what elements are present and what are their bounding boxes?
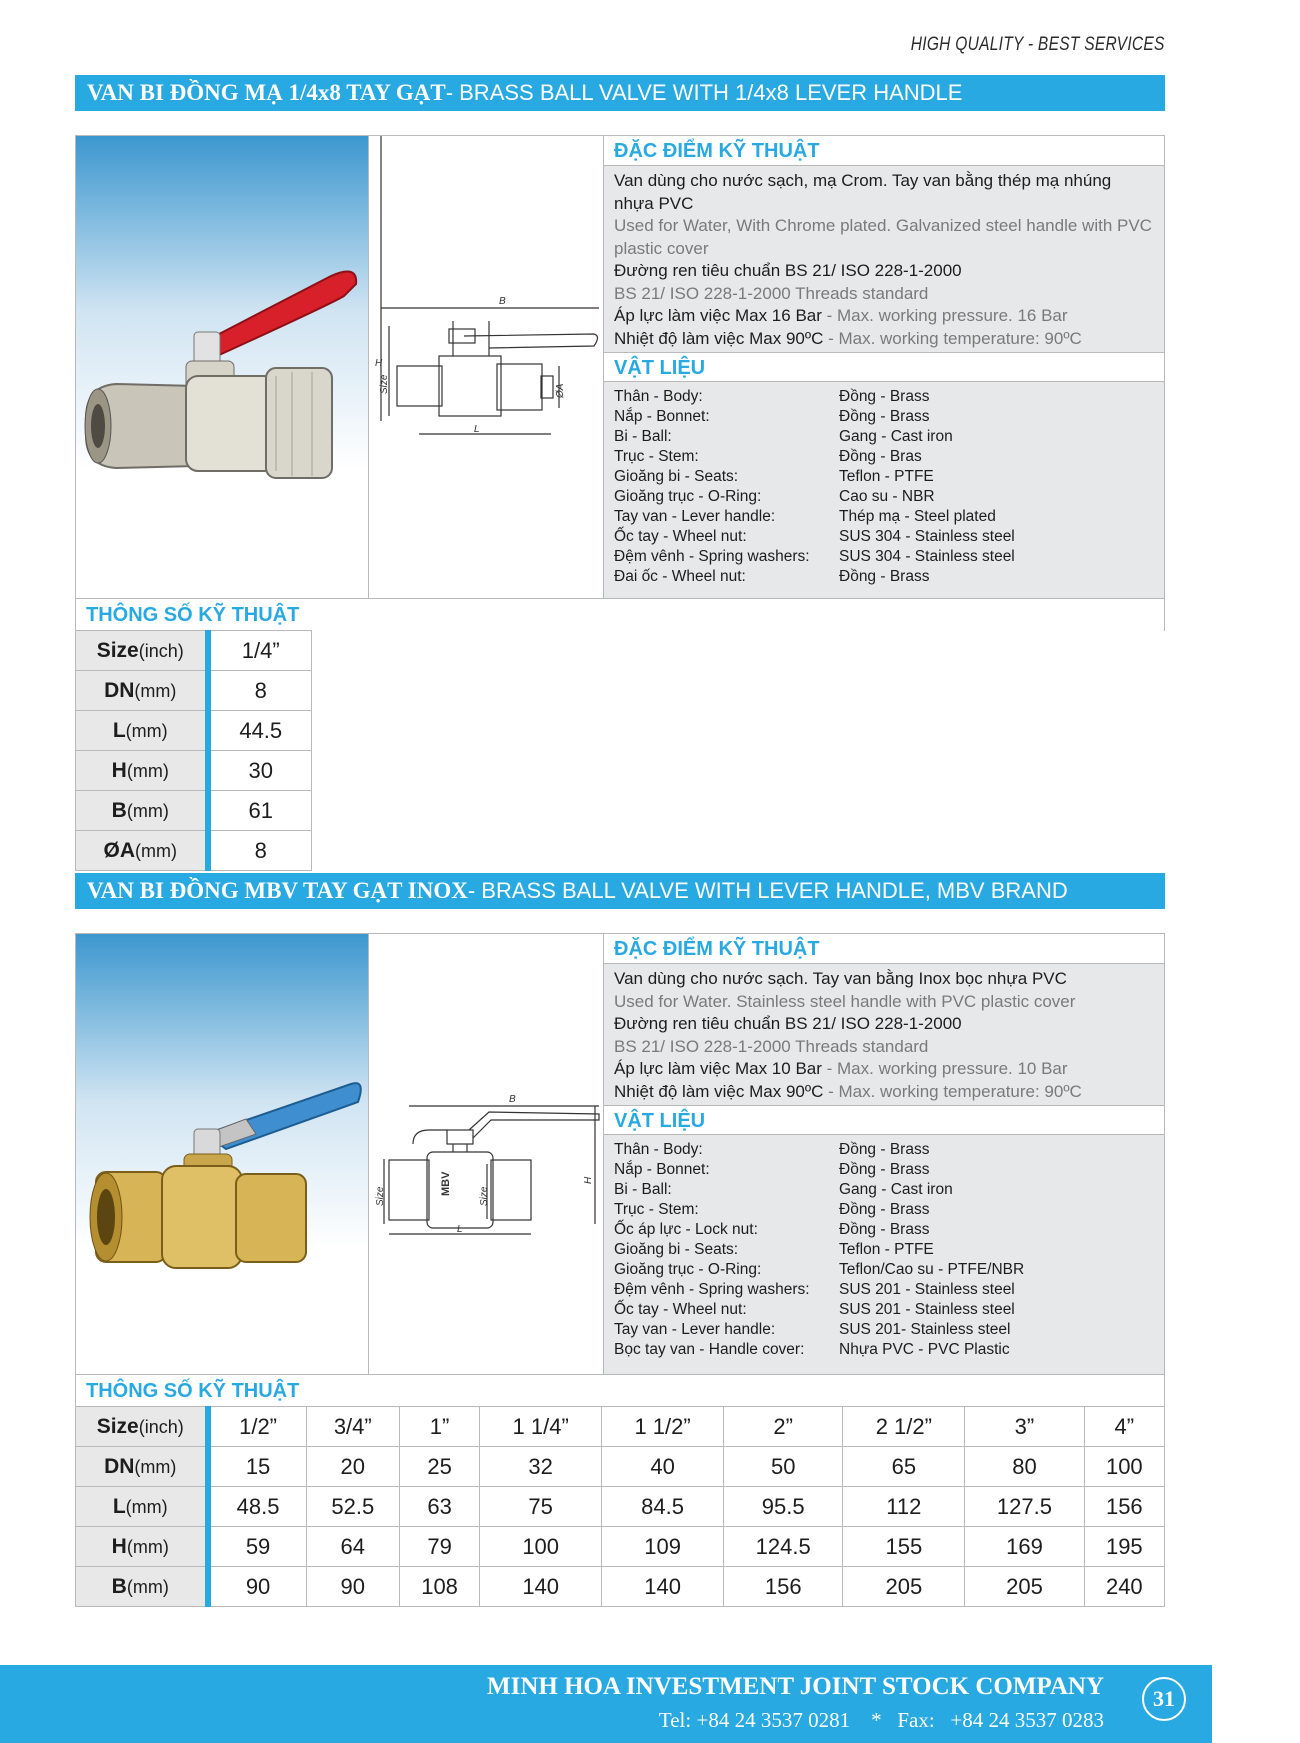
tech-cell: 3/4” [306, 1407, 399, 1447]
tech-row-label: DN(mm) [76, 1447, 208, 1487]
product1-title-en: - BRASS BALL VALVE WITH 1/4x8 LEVER HANDLE [445, 80, 963, 105]
tech-cell: 1/4” [208, 631, 312, 671]
valve-dimension-drawing [369, 934, 604, 1374]
tech-cell: 59 [208, 1527, 307, 1567]
tech-cell: 2” [724, 1407, 843, 1447]
contact-line: Tel: +84 24 3537 0281 * Fax: +84 24 3537 0283 [658, 1708, 1104, 1732]
spec-temperature: Nhiệt độ làm việc Max 90ºC - Max. working temperature: 90ºC [614, 1081, 1082, 1101]
material-part: Tay van - Lever handle: [614, 508, 776, 525]
material-row [614, 1200, 1154, 1220]
material-value: Nhựa PVC - PVC Plastic [839, 1341, 1010, 1358]
tech-row [76, 751, 312, 791]
tech-cell: 65 [843, 1447, 965, 1487]
material-value: Gang - Cast iron [839, 1181, 953, 1198]
tech-cell: 155 [843, 1527, 965, 1567]
tech-cell: 84.5 [602, 1487, 724, 1527]
tech-cell: 32 [480, 1447, 602, 1487]
brass-valve-red-handle-image [76, 136, 368, 598]
product2-tech-heading: THÔNG SỐ KỸ THUẬT [76, 1374, 1164, 1407]
tech-cell: 90 [208, 1567, 307, 1607]
tech-cell: 140 [480, 1567, 602, 1607]
material-value: Teflon - PTFE [839, 1241, 934, 1258]
spec-line2-en: BS 21/ ISO 228-1-2000 Threads standard [614, 1036, 929, 1056]
tech-cell: 15 [208, 1447, 307, 1487]
tech-row-label: B(mm) [76, 1567, 208, 1607]
material-part: Bi - Ball: [614, 428, 672, 445]
product1-materials-heading: VẬT LIỆU [604, 352, 1164, 382]
material-part: Bọc tay van - Handle cover: [614, 1341, 805, 1358]
material-row [614, 527, 1154, 547]
material-value: Đồng - Brass [839, 1141, 930, 1158]
material-row [614, 1340, 1154, 1360]
material-value: Đồng - Brass [839, 1221, 930, 1238]
tech-cell: 63 [399, 1487, 479, 1527]
dim-l-label: L [457, 1224, 463, 1235]
material-row [614, 547, 1154, 567]
page-number: 31 [1142, 1677, 1186, 1721]
material-row [614, 1220, 1154, 1240]
material-part: Ốc tay - Wheel nut: [614, 528, 747, 545]
dim-size-label-right: Size [479, 1186, 490, 1206]
material-row [614, 567, 1154, 587]
material-row [614, 487, 1154, 507]
material-value: Cao su - NBR [839, 488, 935, 505]
tech-cell: 8 [208, 671, 312, 711]
material-value: SUS 304 - Stainless steel [839, 548, 1015, 565]
spec-line2-en: BS 21/ ISO 228-1-2000 Threads standard [614, 283, 929, 303]
brass-valve-blue-handle-image [76, 934, 368, 1374]
spec-pressure: Áp lực làm việc Max 10 Bar - Max. working pressure. 10 Bar [614, 1059, 1068, 1078]
material-value: SUS 304 - Stainless steel [839, 528, 1015, 545]
tech-row-label: ØA(mm) [76, 831, 208, 871]
spec-line2-vn: Đường ren tiêu chuẩn BS 21/ ISO 228-1-2000 [614, 1014, 962, 1033]
tech-row [76, 791, 312, 831]
spec-line1-vn: Van dùng cho nước sạch, mạ Crom. Tay van bằng thép mạ nhúng nhựa PVC [614, 171, 1112, 213]
material-value: Teflon - PTFE [839, 468, 934, 485]
tech-cell: 8 [208, 831, 312, 871]
tech-row [76, 1447, 1165, 1487]
material-part: Nắp - Bonnet: [614, 1161, 710, 1178]
material-value: SUS 201 - Stainless steel [839, 1301, 1015, 1318]
tech-cell: 195 [1084, 1527, 1164, 1567]
material-row [614, 1140, 1154, 1160]
tech-row-label: L(mm) [76, 711, 208, 751]
material-part: Gioăng bi - Seats: [614, 468, 739, 485]
tech-cell: 240 [1084, 1567, 1164, 1607]
tech-cell: 95.5 [724, 1487, 843, 1527]
product2-photo [76, 934, 368, 1374]
material-row [614, 1300, 1154, 1320]
tech-cell: 112 [843, 1487, 965, 1527]
tech-cell: 40 [602, 1447, 724, 1487]
tech-row-label: L(mm) [76, 1487, 208, 1527]
material-part: Nắp - Bonnet: [614, 408, 710, 425]
product2-title-vn: VAN BI ĐỒNG MBV TAY GẠT INOX [87, 878, 468, 903]
tech-row [76, 671, 312, 711]
tech-cell: 140 [602, 1567, 724, 1607]
tech-row-label: H(mm) [76, 1527, 208, 1567]
product1-spec-body [604, 166, 1164, 352]
tech-cell: 61 [208, 791, 312, 831]
material-row [614, 1240, 1154, 1260]
material-value: Thép mạ - Steel plated [839, 508, 996, 525]
dim-h-label: H [375, 358, 383, 369]
material-value: Đồng - Brass [839, 388, 930, 405]
tech-cell: 50 [724, 1447, 843, 1487]
dim-size-label: Size [379, 374, 390, 394]
product1-panel [75, 135, 1165, 631]
tech-cell: 100 [480, 1527, 602, 1567]
tech-row [76, 631, 312, 671]
tech-cell: 80 [965, 1447, 1084, 1487]
tech-cell: 124.5 [724, 1527, 843, 1567]
tech-row-label: H(mm) [76, 751, 208, 791]
spec-temperature: Nhiệt độ làm việc Max 90ºC - Max. working temperature: 90ºC [614, 328, 1082, 348]
material-value: Gang - Cast iron [839, 428, 953, 445]
product1-technical-drawing [368, 136, 603, 598]
tech-cell: 156 [724, 1567, 843, 1607]
valve-dimension-drawing [369, 136, 604, 598]
product2-panel [75, 933, 1165, 1407]
company-name: MINH HOA INVESTMENT JOINT STOCK COMPANY [487, 1673, 1104, 1700]
product2-spec-panel [603, 934, 1164, 1374]
tech-row [76, 1527, 1165, 1567]
spec-pressure: Áp lực làm việc Max 16 Bar - Max. working pressure. 16 Bar [614, 306, 1068, 325]
product1-title-vn: VAN BI ĐỒNG MẠ 1/4x8 TAY GẠT [87, 80, 446, 105]
product1-materials-list [604, 382, 1164, 587]
material-part: Thân - Body: [614, 388, 703, 405]
tech-cell: 205 [965, 1567, 1084, 1607]
tech-row [76, 1407, 1165, 1447]
material-value: SUS 201 - Stainless steel [839, 1281, 1015, 1298]
product2-materials-heading: VẬT LIỆU [604, 1105, 1164, 1135]
material-part: Đệm vênh - Spring washers: [614, 1281, 810, 1298]
material-row [614, 1260, 1154, 1280]
material-part: Gioăng bi - Seats: [614, 1241, 739, 1258]
material-part: Đệm vênh - Spring washers: [614, 548, 810, 565]
material-part: Tay van - Lever handle: [614, 1321, 776, 1338]
tech-cell: 52.5 [306, 1487, 399, 1527]
material-part: Bi - Ball: [614, 1181, 672, 1198]
dim-size-label-left: Size [375, 1186, 386, 1206]
material-value: Đồng - Brass [839, 1161, 930, 1178]
material-value: Đồng - Brass [839, 408, 930, 425]
product2-spec-body [604, 964, 1164, 1105]
product2-spec-heading: ĐẶC ĐIỂM KỸ THUẬT [604, 934, 1164, 964]
tech-row [76, 831, 312, 871]
tech-row-label: B(mm) [76, 791, 208, 831]
material-row [614, 407, 1154, 427]
material-row [614, 447, 1154, 467]
material-value: Đồng - Bras [839, 448, 922, 465]
tech-cell: 1” [399, 1407, 479, 1447]
tech-row [76, 1487, 1165, 1527]
tech-row-label: DN(mm) [76, 671, 208, 711]
dim-l-label: L [474, 424, 480, 435]
material-part: Ốc áp lực - Lock nut: [614, 1221, 758, 1238]
product2-title-en: - BRASS BALL VALVE WITH LEVER HANDLE, MBV BRAND [467, 878, 1068, 903]
tech-cell: 100 [1084, 1447, 1164, 1487]
tech-cell: 156 [1084, 1487, 1164, 1527]
tech-cell: 30 [208, 751, 312, 791]
tech-cell: 205 [843, 1567, 965, 1607]
tech-cell: 48.5 [208, 1487, 307, 1527]
material-row [614, 427, 1154, 447]
spec-line1-en: Used for Water. Stainless steel handle with PVC plastic cover [614, 991, 1076, 1011]
dim-b-label: B [509, 1094, 516, 1105]
product1-tech-table [75, 630, 312, 871]
dim-a-label: ØA [555, 383, 566, 398]
tech-row [76, 711, 312, 751]
material-row [614, 1280, 1154, 1300]
material-value: Đồng - Brass [839, 568, 930, 585]
spec-line2-vn: Đường ren tiêu chuẩn BS 21/ ISO 228-1-2000 [614, 261, 962, 280]
product2-title-bar [75, 873, 1165, 909]
material-part: Trục - Stem: [614, 448, 699, 465]
product1-spec-heading: ĐẶC ĐIỂM KỸ THUẬT [604, 136, 1164, 166]
tech-cell: 3” [965, 1407, 1084, 1447]
tech-cell: 90 [306, 1567, 399, 1607]
product2-tech-table [75, 1406, 1165, 1607]
product1-tech-heading: THÔNG SỐ KỸ THUẬT [76, 598, 1164, 631]
material-part: Gioăng trục - O-Ring: [614, 488, 762, 505]
mbv-brand-mark: MBV [440, 1171, 452, 1196]
tech-cell: 4” [1084, 1407, 1164, 1447]
spec-line1-vn: Van dùng cho nước sạch. Tay van bằng Inox bọc nhựa PVC [614, 969, 1067, 988]
tech-cell: 108 [399, 1567, 479, 1607]
tech-cell: 1 1/4” [480, 1407, 602, 1447]
tagline: HIGH QUALITY - BEST SERVICES [911, 34, 1165, 55]
material-part: Ốc tay - Wheel nut: [614, 1301, 747, 1318]
material-row [614, 387, 1154, 407]
tech-cell: 1 1/2” [602, 1407, 724, 1447]
tech-cell: 127.5 [965, 1487, 1084, 1527]
material-part: Đai ốc - Wheel nut: [614, 568, 746, 585]
product1-photo [76, 136, 368, 598]
tech-cell: 20 [306, 1447, 399, 1487]
material-row [614, 467, 1154, 487]
material-value: Đồng - Brass [839, 1201, 930, 1218]
spec-line1-en: Used for Water, With Chrome plated. Galvanized steel handle with PVC plastic cover [614, 216, 1152, 258]
tech-cell: 44.5 [208, 711, 312, 751]
material-row [614, 1160, 1154, 1180]
tech-cell: 1/2” [208, 1407, 307, 1447]
product1-spec-panel [603, 136, 1164, 598]
tech-cell: 169 [965, 1527, 1084, 1567]
product1-title-bar [75, 75, 1165, 111]
material-value: Teflon/Cao su - PTFE/NBR [839, 1261, 1025, 1278]
dim-b-label: B [499, 296, 506, 307]
product2-materials-list [604, 1135, 1164, 1360]
dim-h-label: H [583, 1176, 594, 1184]
material-row [614, 507, 1154, 527]
product2-technical-drawing [368, 934, 603, 1374]
tech-cell: 109 [602, 1527, 724, 1567]
tech-row-label: Size(inch) [76, 1407, 208, 1447]
material-row [614, 1320, 1154, 1340]
tech-row [76, 1567, 1165, 1607]
tech-cell: 75 [480, 1487, 602, 1527]
material-part: Thân - Body: [614, 1141, 703, 1158]
tech-cell: 79 [399, 1527, 479, 1567]
material-row [614, 1180, 1154, 1200]
footer-bar [0, 1665, 1212, 1743]
tech-row-label: Size(inch) [76, 631, 208, 671]
tech-cell: 25 [399, 1447, 479, 1487]
material-part: Trục - Stem: [614, 1201, 699, 1218]
material-part: Gioăng trục - O-Ring: [614, 1261, 762, 1278]
tech-cell: 2 1/2” [843, 1407, 965, 1447]
material-value: SUS 201- Stainless steel [839, 1321, 1011, 1338]
tech-cell: 64 [306, 1527, 399, 1567]
